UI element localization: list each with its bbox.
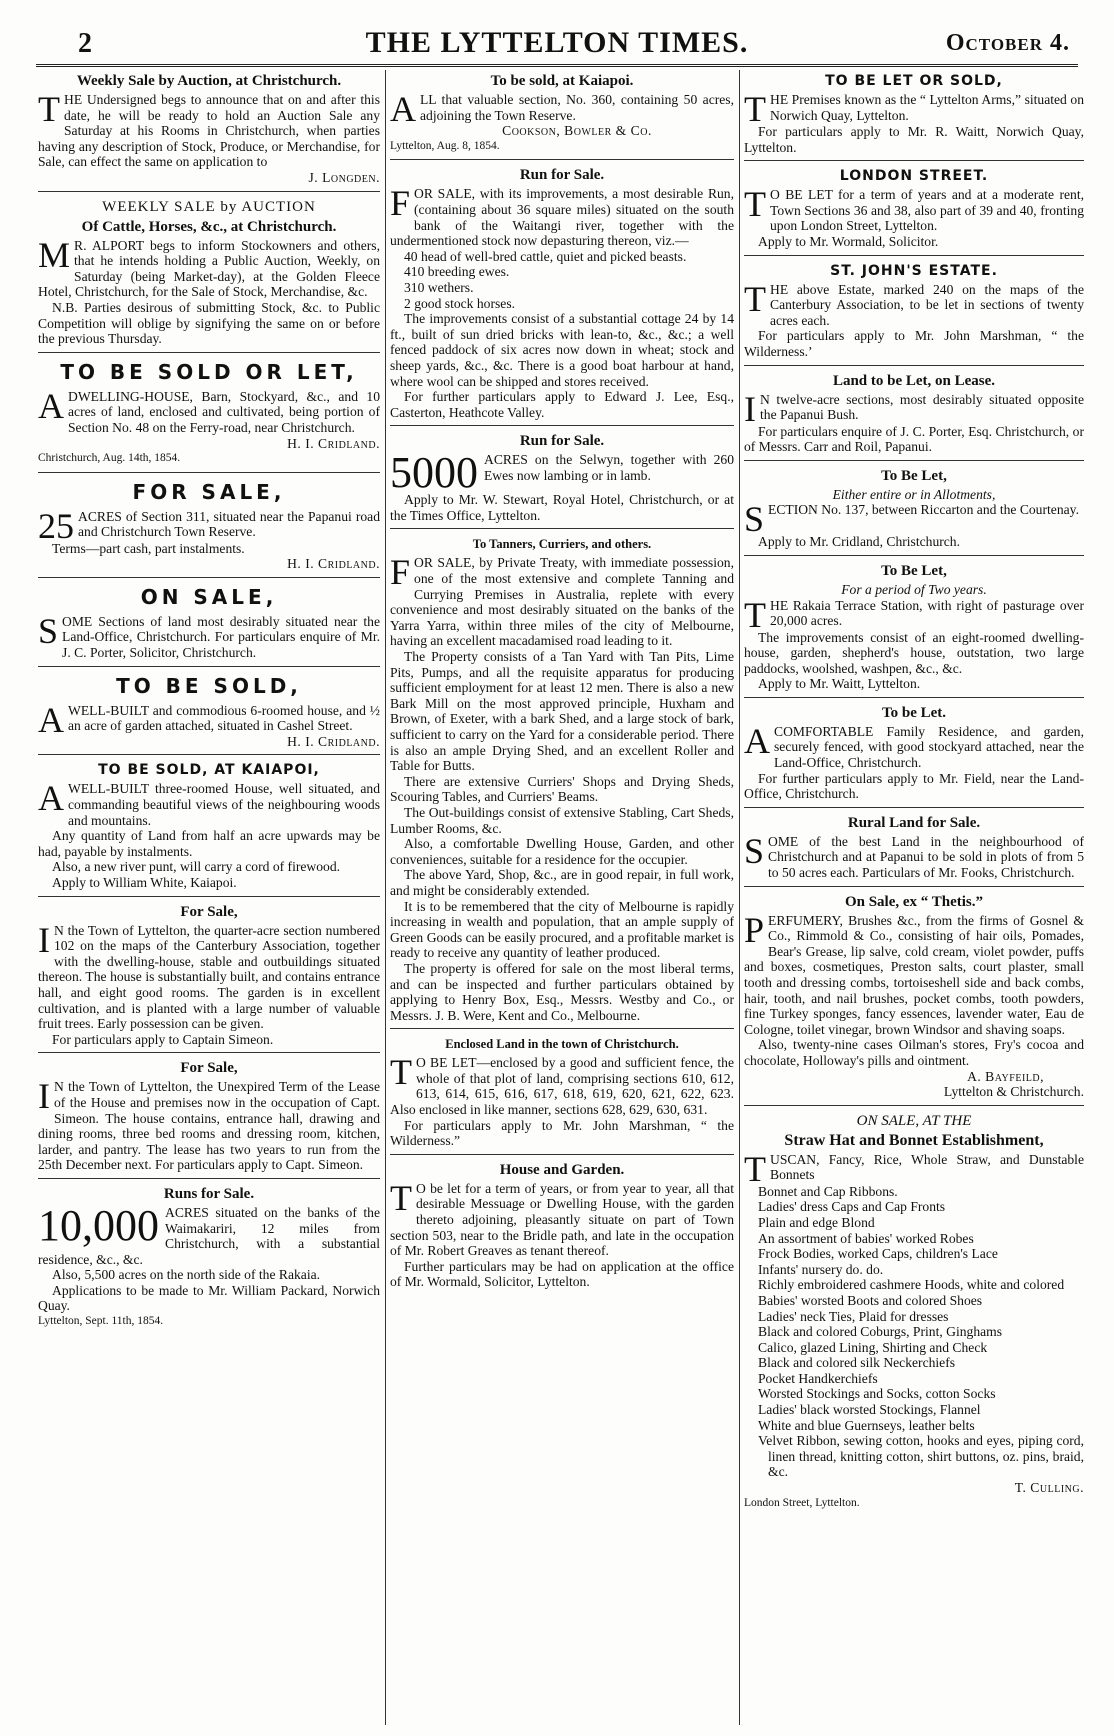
- advert-paragraph: The above Yard, Shop, &c., are in good repair, in full work, and might be considerably extended.: [390, 867, 734, 898]
- drop-cap: F: [390, 552, 411, 593]
- advert-text: WELL-BUILT three-roomed House, well situated, and commanding beautiful views of the neighbouring woods and mountains.: [68, 781, 380, 828]
- advert-heading: Enclosed Land in the town of Christchurch.: [445, 1037, 679, 1052]
- list-item: Frock Bodies, worked Caps, children's Lace: [758, 1246, 998, 1262]
- advert-heading: Weekly Sale by Auction, at Christchurch.: [76, 73, 342, 89]
- advert-text: ACRES situated on the banks of the Waimakariri, 12 miles from Christchurch, with a substantial residence, &c., &c.: [38, 1204, 380, 1267]
- advert-paragraph: The improvements consist of an eight-roomed dwelling-house, garden, shepherd's house, outstation, two large paddocks, woolshed, washpen, &c., &c.: [744, 629, 1084, 676]
- advert-text: WELL-BUILT and commodious 6-roomed house, and ½ an acre of garden attached, situated in Cashel Street.: [68, 702, 380, 734]
- drop-cap: T: [744, 278, 766, 319]
- advert-signature: Cookson, Bowler & Co.: [502, 123, 652, 139]
- advert-text: LL that valuable section, No. 360, containing 50 acres, adjoining the Town Reserve.: [420, 92, 734, 123]
- advert-st-johns-estate: [744, 262, 1084, 366]
- advert-paragraph: For particulars apply to Mr. John Marshman, “ the Wilderness.”: [390, 1117, 734, 1149]
- advert-heading: To be Let.: [881, 704, 947, 721]
- advert-text: O be let for a term of years, or from year to year, all that desirable Messuage or Dwelling House, with the garden thereto adjoining, pleasantly situate on part of Town section 503, near to the Bridle path, and late in the occupation of Mr. Robert Greaves as tenant thereof.: [390, 1180, 734, 1259]
- list-item: An assortment of babies' worked Robes: [758, 1230, 974, 1246]
- list-item: Infants' nursery do. do.: [758, 1261, 884, 1277]
- advert-heading: ST. JOHN'S ESTATE.: [830, 262, 998, 279]
- advert-paragraph: Any quantity of Land from half an acre upwards may be had, payable by instalments.: [38, 828, 380, 859]
- list-item: 310 wethers.: [404, 279, 474, 295]
- advert-paragraph: There are extensive Curriers' Shops and Drying Sheds, Scouring Tables, and Curriers' Beams.: [390, 773, 734, 805]
- advert-subheading: Of Cattle, Horses, &c., at Christchurch.: [81, 218, 337, 235]
- advert-text: N the Town of Lyttelton, the quarter-acre section numbered 102 on the maps of the Canterbury Association, together with the dwelling-house, stable and outbuildings situated thereon. The house is substantially built, and contains entrance hall, and eight good rooms. The garden is in excellent cultivation, and is planted with a large number of valuable fruit trees. Early possession can be given.: [38, 922, 380, 1032]
- list-item: Babies' worsted Boots and colored Shoes: [758, 1292, 983, 1308]
- drop-cap: P: [744, 909, 765, 950]
- advert-signature: H. I. Cridland.: [287, 435, 380, 451]
- advert-paragraph: For particulars apply to Mr. R. Waitt, Norwich Quay, Lyttelton.: [744, 124, 1084, 155]
- drop-cap: T: [390, 1177, 412, 1218]
- advert-paragraph: The property is offered for sale on the most liberal terms, and can be inspected and further particulars obtained by applying to Henry Box, Esq., Messrs. Westby and Co., or Messrs. J. B. Were, Kent and Co., Melbourne.: [390, 960, 734, 1023]
- list-item: Calico, glazed Lining, Shirting and Check: [758, 1339, 988, 1355]
- advert-for-sale-25-acres: [38, 479, 380, 578]
- advert-rural-land: [744, 814, 1084, 887]
- drop-cap: T: [744, 594, 766, 635]
- advert-paragraph: Also, a new river punt, will carry a cord of firewood.: [52, 859, 341, 875]
- advert-heading: TO BE SOLD OR LET,: [60, 359, 358, 384]
- advert-signature: A. Bayfeild,: [967, 1068, 1044, 1084]
- advert-text: ACRES of Section 311, situated near the Papanui road and Christchurch Town Reserve.: [78, 508, 380, 540]
- list-item: Worsted Stockings and Socks, cotton Socks: [758, 1386, 996, 1402]
- advert-signature: T. Culling.: [1014, 1480, 1084, 1496]
- drop-cap: T: [390, 1052, 412, 1093]
- advert-text: O BE LET for a term of years and at a moderate rent, Town Sections 36 and 38, also part of 39 and 40, fronting upon London Street, Lyttelton.: [770, 187, 1084, 234]
- advert-paragraph: For further particulars apply to Edward J. Lee, Esq., Casterton, Heathcote Valley.: [390, 389, 734, 420]
- drop-cap: A: [38, 699, 64, 740]
- list-item: Ladies' dress Caps and Cap Fronts: [758, 1199, 946, 1215]
- advert-sold-kaiapoi-section: [390, 72, 734, 160]
- advert-paragraph: Apply to Mr. Cridland, Christchurch.: [758, 534, 961, 550]
- advert-lyttelton-arms: [744, 72, 1084, 161]
- advert-heading: House and Garden.: [499, 1161, 625, 1178]
- advert-section-137: [744, 467, 1084, 556]
- advert-subheading: Straw Hat and Bonnet Establishment,: [784, 1131, 1044, 1149]
- advert-heading: On Sale, ex “ Thetis.”: [844, 893, 984, 910]
- list-item: Bonnet and Cap Ribbons.: [758, 1183, 898, 1199]
- advert-perfumery-thetis: [744, 893, 1084, 1106]
- advert-paragraph: Apply to Mr. Waitt, Lyttelton.: [758, 676, 921, 692]
- drop-cap: T: [744, 184, 766, 225]
- advert-land-to-be-let: [744, 372, 1084, 461]
- advert-sold-at-kaiapoi: [38, 761, 380, 896]
- drop-figure: 10,000: [38, 1200, 159, 1250]
- advert-signature: H. I. Cridland.: [287, 733, 380, 749]
- advert-terms: Terms—part cash, part instalments.: [52, 540, 245, 556]
- issue-date: October 4.: [945, 30, 1070, 56]
- advert-tanners-curriers: [390, 535, 734, 1029]
- drop-cap: A: [38, 385, 64, 426]
- advert-heading: To Be Let,: [881, 467, 947, 484]
- list-item: 410 breeding ewes.: [404, 264, 510, 280]
- advert-text: HE Rakaia Terrace Station, with right of pasturage over 20,000 acres.: [770, 597, 1084, 629]
- advert-heading: Run for Sale.: [519, 167, 605, 184]
- advert-text: COMFORTABLE Family Residence, and garden, securely fenced, with good stockyard attached, near the Land-Office, Christchurch.: [774, 723, 1084, 771]
- drop-cap: A: [744, 720, 770, 761]
- advert-heading: For Sale,: [180, 1060, 238, 1077]
- drop-cap: I: [38, 1076, 50, 1117]
- advert-paragraph: For particulars apply to Mr. John Marshman, “ the Wilderness.’: [744, 328, 1084, 359]
- advert-text: O BE LET—enclosed by a good and sufficient fence, the whole of that plot of land, comprising sections 610, 612, 613, 614, 615, 616, 617, 618, 619, 620, 621, 622, 623. Also enclosed in like manner, sections 628, 629, 630, 631.: [390, 1055, 734, 1118]
- newspaper-title: THE LYTTELTON TIMES.: [365, 26, 749, 59]
- drop-cap: T: [38, 89, 60, 129]
- advert-heading: LONDON STREET.: [839, 168, 989, 185]
- advert-paragraph: The Out-buildings consist of extensive Stabling, Cart Sheds, Lumber Rooms, &c.: [390, 804, 734, 836]
- advert-signature: J. Longden.: [308, 169, 380, 185]
- advert-heading: Rural Land for Sale.: [847, 814, 981, 831]
- advert-paragraph: Further particulars may be had on application at the office of Mr. Wormald, Solicitor, Lyttelton.: [390, 1258, 734, 1290]
- advert-text: HE Undersigned begs to announce that on and after this date, he will be ready to hold an Auction Sale any Saturday at his Rooms in Christchurch, when parties having any description of Stock, Produce, or Merchandise, for Sale, can effect the same on application to: [38, 92, 380, 170]
- advert-weekly-sale-auction: [38, 198, 380, 353]
- column-divider: [385, 70, 386, 1725]
- advert-enclosed-land: [390, 1035, 734, 1155]
- page-number: 2: [78, 28, 92, 59]
- advert-dateline: Christchurch, Aug. 14th, 1854.: [38, 452, 181, 465]
- list-item: Velvet Ribbon, sewing cotton, hooks and eyes, piping cord, linen thread, knitting cotton, shirt buttons, oz. pins, braid, &c.: [758, 1433, 1084, 1480]
- drop-figure: 5000: [390, 448, 478, 498]
- advert-text: OR SALE, by Private Treaty, with immediate possession, one of the most extensive and complete Tanning and Currying Premises in Australia, replete with every convenience and most desirably situated on the banks of the Yarra Yarra, within three miles of the city of Melbourne, having an excellent macadamised road leading to it.: [390, 555, 734, 649]
- advert-straw-hat-bonnet: [744, 1112, 1084, 1516]
- column-divider: [739, 70, 740, 1725]
- advert-paragraph: Apply to Mr. Wormald, Solicitor.: [758, 233, 939, 249]
- advert-dateline: Lyttelton, Sept. 11th, 1854.: [38, 1315, 164, 1328]
- advert-text: OR SALE, with its improvements, a most desirable Run, (containing about 36 square miles) situated on the south bank of the Waitangi river, together with the undermentioned stock now depasturing thereon, viz.—: [390, 186, 734, 249]
- advert-heading: FOR SALE,: [132, 479, 286, 504]
- advert-run-for-sale-selwyn: [390, 432, 734, 529]
- advert-for-sale-lease: [38, 1059, 380, 1179]
- list-item: Richly embroidered cashmere Hoods, white and colored: [758, 1277, 1065, 1293]
- advert-family-residence: [744, 704, 1084, 808]
- advert-heading: TO BE SOLD,: [116, 673, 302, 698]
- advert-paragraph: For further particulars apply to Mr. Field, near the Land-Office, Christchurch.: [744, 770, 1084, 802]
- advert-paragraph: For particulars apply to Captain Simeon.: [52, 1031, 274, 1047]
- advert-text: OME of the best Land in the neighbourhood of Christchurch and at Papanui to be sold in plots of from 5 to 50 acres each. Particulars of Mr. Fooks, Christchurch.: [768, 833, 1084, 881]
- advert-paragraph: Apply to Mr. W. Stewart, Royal Hotel, Christchurch, or at the Times Office, Lyttelton.: [390, 492, 734, 523]
- advert-text: ERFUMERY, Brushes &c., from the firms of Gosnel & Co., Rimmold & Co., consisting of hair oils, Pomades, Bear's Grease, lip salve, cold cream, violet powder, puffs and boxes, cosmetiques, Preston salts, court plaster, small tooth and dressing combs, tortoiseshell side and back combs, hair, tooth, and nail brushes, pocket combs, tooth powders, fine Turkey sponges, fancy essences, lavender water, Eau de Cologne, toilet vinegar, brown Windsor and shaving soaps.: [744, 912, 1084, 1037]
- advert-run-for-sale-waitangi: [390, 166, 734, 426]
- advert-paragraph: Also, 5,500 acres on the north side of the Rakaia.: [52, 1267, 321, 1283]
- drop-cap: T: [744, 1148, 766, 1189]
- advert-paragraph: It is to be remembered that the city of Melbourne is rapidly increasing in wealth and population, that an ample supply of Green Goods can be easily procured, and a profitable market is ready to receive any quantity of leather produced.: [390, 898, 734, 961]
- advert-heading: Land to be Let, on Lease.: [832, 372, 996, 389]
- advert-paragraph: Also, twenty-nine cases Oilman's stores, Fry's cocoa and chocolate, Holloway's pills and ointment.: [744, 1037, 1084, 1068]
- list-item: Pocket Handkerchiefs: [758, 1370, 878, 1386]
- advert-house-and-garden: [390, 1161, 734, 1295]
- advert-heading: To Be Let,: [881, 562, 947, 579]
- advert-to-be-sold-house: [38, 673, 380, 756]
- drop-cap: T: [744, 89, 766, 129]
- advert-heading: TO BE SOLD, AT KAIAPOI,: [98, 762, 320, 779]
- drop-cap: 25: [38, 505, 74, 546]
- advert-dateline: London Street, Lyttelton.: [744, 1496, 860, 1509]
- advert-text: HE above Estate, marked 240 on the maps of the Canterbury Association, to be let in sections of twenty acres each.: [770, 281, 1084, 328]
- advert-subtitle: For a period of Two years.: [841, 581, 987, 597]
- drop-cap: F: [390, 183, 411, 224]
- advert-paragraph: Apply to William White, Kaiapoi.: [52, 875, 237, 890]
- list-item: Black and colored silk Neckerchiefs: [758, 1355, 956, 1371]
- drop-cap: A: [390, 89, 416, 129]
- drop-cap: I: [744, 388, 756, 429]
- advert-text: HE Premises known as the “ Lyttelton Arms,” situated on Norwich Quay, Lyttelton.: [770, 92, 1084, 123]
- advert-note: N.B. Parties desirous of submitting Stock, &c. to Public Competition will oblige by signifying the same on or before the previous Thursday.: [38, 299, 380, 347]
- goods-list: [758, 1184, 1084, 1480]
- masthead-rule: [36, 64, 1078, 67]
- stock-list: [404, 249, 734, 311]
- advert-heading: For Sale,: [180, 903, 238, 920]
- advert-heading: ON SALE,: [140, 584, 278, 609]
- list-item: White and blue Guernseys, leather belts: [758, 1417, 975, 1433]
- advert-paragraph: The Property consists of a Tan Yard with Tan Pits, Lime Pits, Pumps, and all the requisite apparatus for producing sufficient employment for at least 12 men. There is also a new Bark Mill on the most approved principle, Huxham and Brown, of Exeter, with a bark Shed, and a large stock of bark, sufficient to carry on the Yard for a considerable period. There is also an ample Drying Shed, and an excellent Roller and Table for Butts.: [390, 649, 734, 774]
- advert-heading: TO BE LET OR SOLD,: [825, 73, 1003, 89]
- advert-to-be-sold-or-let: [38, 359, 380, 473]
- advert-paragraph: For particulars enquire of J. C. Porter, Esq. Christchurch, or of Messrs. Carr and Roil, Papanui.: [744, 423, 1084, 455]
- list-item: 2 good stock horses.: [404, 295, 516, 311]
- drop-cap: M: [38, 234, 71, 275]
- column-2: [390, 72, 734, 1722]
- advert-signature-place: Lyttelton & Christchurch.: [943, 1084, 1084, 1100]
- advert-heading: WEEKLY SALE by AUCTION: [102, 198, 316, 215]
- advert-paragraph: The improvements consist of a substantial cottage 24 by 14 ft., built of sun dried bricks with lean-to, &c., &c.; a well fenced paddock of six acres now down in wheat; stock and sheep yards, &c., &c. There is a good boat harbour at hand, where wool can be shipped and stores received.: [390, 311, 734, 389]
- advert-for-sale-lyttelton-section: [38, 903, 380, 1054]
- advert-on-sale-sections: [38, 584, 380, 667]
- drop-cap: I: [38, 919, 50, 960]
- list-item: Ladies' black worsted Stockings, Flannel: [758, 1402, 981, 1418]
- advert-signature: H. I. Cridland.: [287, 556, 380, 572]
- advert-subtitle: Either entire or in Allotments,: [832, 486, 996, 502]
- drop-cap: S: [744, 830, 765, 871]
- advert-dateline: Lyttelton, Aug. 8, 1854.: [390, 139, 500, 152]
- column-3: [744, 72, 1084, 1722]
- advert-text: R. ALPORT begs to inform Stockowners and others, that he intends holding a Public Auction, Weekly, on Saturday (being Market-day), at the Golden Fleece Hotel, Christchurch, for the Sale of Stock, Merchandise, &c.: [38, 237, 380, 300]
- advert-text: USCAN, Fancy, Rice, Whole Straw, and Dunstable Bonnets: [770, 1151, 1084, 1183]
- advert-weekly-sale-christchurch: [38, 72, 380, 192]
- advert-paragraph: Also, a comfortable Dwelling House, Garden, and other conveniences, suitable for a residence for the occupier.: [390, 836, 734, 867]
- list-item: Ladies' neck Ties, Plaid for dresses: [758, 1308, 949, 1324]
- advert-text: N the Town of Lyttelton, the Unexpired Term of the Lease of the House and premises now in the occupation of Capt. Simeon. The house contains, entrance hall, drawing and dining rooms, three bed rooms and dressing room, kitchen, larder, and pantry. The lease has two years to run from the 25th December next. For particulars apply to Capt. Simeon.: [38, 1079, 380, 1173]
- advert-text: ECTION No. 137, between Riccarton and the Courtenay.: [768, 502, 1079, 518]
- advert-heading: Run for Sale.: [519, 433, 605, 450]
- list-item: Plain and edge Blond: [758, 1214, 875, 1230]
- advert-heading: Runs for Sale.: [163, 1185, 255, 1202]
- advert-heading: To Tanners, Curriers, and others.: [472, 537, 652, 552]
- drop-cap: A: [38, 778, 64, 819]
- advert-text: ACRES on the Selwyn, together with 260 Ewes now lambing or in lamb.: [484, 452, 734, 483]
- advert-heading: ON SALE, AT THE: [856, 1112, 972, 1129]
- advert-text: N twelve-acre sections, most desirably situated opposite the Papanui Bush.: [760, 391, 1084, 423]
- drop-cap: S: [38, 610, 59, 651]
- advert-text: DWELLING-HOUSE, Barn, Stockyard, &c., and 10 acres of land, enclosed and cultivated, being portion of Section No. 48 on the Ferry-road, near Christchurch.: [68, 388, 380, 435]
- advert-runs-for-sale: [38, 1185, 380, 1335]
- advert-rakaia-terrace: [744, 562, 1084, 698]
- advert-paragraph: Applications to be made to Mr. William Packard, Norwich Quay.: [38, 1282, 380, 1314]
- advert-london-street: [744, 167, 1084, 255]
- list-item: 40 head of well-bred cattle, quiet and picked beasts.: [404, 248, 687, 264]
- advert-text: OME Sections of land most desirably situated near the Land-Office, Christchurch. For particulars enquire of Mr. J. C. Porter, Solicitor, Christchurch.: [62, 613, 380, 661]
- column-1: [38, 72, 380, 1722]
- advert-heading: To be sold, at Kaiapoi.: [490, 73, 634, 89]
- masthead: [36, 26, 1078, 66]
- list-item: Black and colored Coburgs, Print, Ginghams: [758, 1324, 1003, 1340]
- drop-cap: S: [744, 499, 765, 540]
